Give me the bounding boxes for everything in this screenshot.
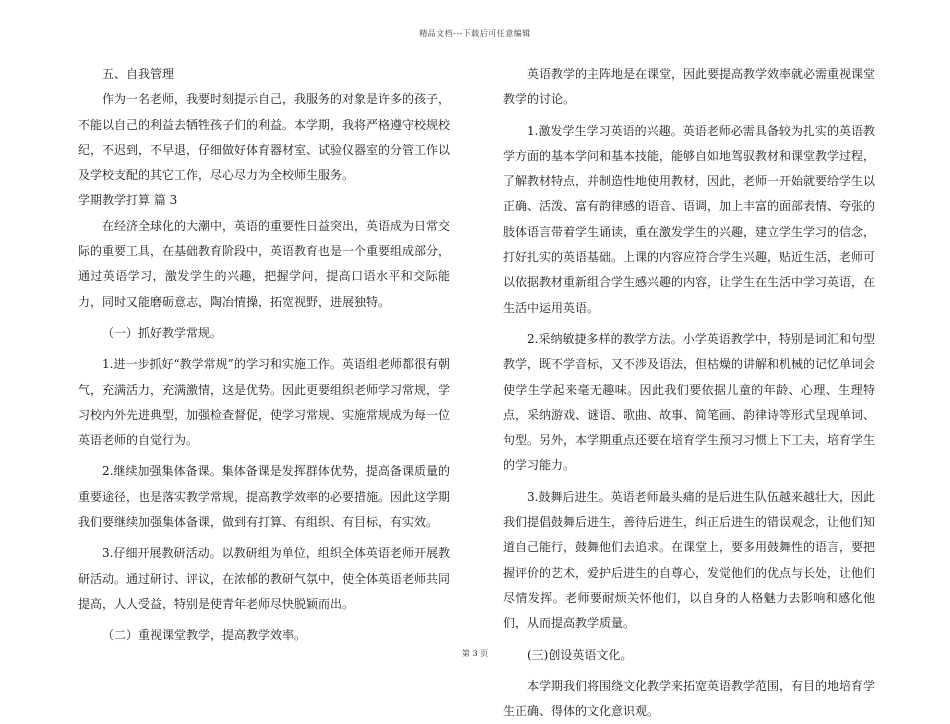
paragraph: 1.激发学生学习英语的兴趣。英语老师必需具备较为扎实的英语教学方面的基本学问和基本技能，能够自如地驾驭教材和课堂教学过程，了解教材特点，并制造性地使用教材，因此，老师一开始就要给学生以正确、活泼、富有韵律感的语音、语调，加上丰富的面部表情、夸张的肢体语言带着学生诵读，重在激发学生的兴趣，建立学生学习的信念，打好扎实的英语基础。上课的内容应符合学生兴趣，贴近生活，老师可以依据教材重新组合学生感兴趣的内容，让学生在生活中学习英语，在生活中运用英语。 [503, 123, 876, 315]
paragraph: 英语教学的主阵地是在课堂，因此要提高教学效率就必需重视课堂教学的讨论。 [503, 67, 876, 107]
paragraph: 3.鼓舞后进生。英语老师最头痛的是后进生队伍越来越壮大，因此我们提倡鼓舞后进生，善待后进生，纠正后进生的错误观念，让他们知道自己能行，鼓舞他们去追求。在课堂上，要多用鼓舞性的语言，要把握评价的艺术，爱护后进生的自尊心，发觉他们的优点与长处，让他们尽情发挥。老师要耐烦关怀他们，以自身的人格魅力去影响和感化他们，从而提高教学质量。 [503, 489, 876, 631]
paragraph: 2.采纳敏捷多样的教学方法。小学英语教学中，特别是词汇和句型教学，既不学音标，又不涉及语法，但枯燥的讲解和机械的记忆单词会使学生学起来毫无趣味。因此我们要依据儿童的年龄、心理、生理特点，采纳游戏、谜语、歌曲、故事、简笔画、韵律诗等形式呈现单词、句型。另外，本学期重点还要在培育学生预习习惯上下工夫，培育学生的学习能力。 [503, 331, 876, 473]
section-heading: (三)创设英语文化。 [527, 647, 633, 662]
paragraph: 本学期我们将围绕文化教学来拓宽英语教学范围，有目的地培育学生正确、得体的文化意识观。 [503, 678, 876, 719]
paragraph: 在经济全球化的大潮中，英语的重要性日益突出，英语成为日常交际的重要工具，在基础教育阶段中，英语教育也是一个重要组成部分，通过英语学习，激发学生的兴趣，把握学问，提高口语水平和交际能力，同时又能磨砺意志，陶冶情操，拓宽视野，进展独特。 [78, 218, 451, 309]
page-header: 精品文档---下载后可任意编辑 [419, 29, 531, 38]
paragraph: 2.继续加强集体备课。集体备课是发挥群体优势，提高备课质量的重要途径，也是落实教学常规，提高教学效率的必要措施。因此这学期我们要继续加强集体备课，做到有打算、有组织、有目标，有实效。 [78, 464, 451, 530]
section-heading: （一）抓好教学常规。 [102, 325, 223, 340]
document-title: 学期教学打算 篇 3 [78, 193, 178, 208]
paragraph: 1.进一步抓好“教学常规”的学习和实施工作。英语组老师都很有朝气，充满活力，充满激情，这是优势。因此更要组织老师学习常规，学习校内外先进典型，加强检查督促，使学习常规、实施常规成为每一位英语老师的自觉行为。 [78, 357, 451, 448]
paragraph: 3.仔细开展教研活动。以教研组为单位，组织全体英语老师开展教研活动。通过研讨、评议，在浓郁的教研气氛中，使全体英语老师共同提高，人人受益，特别是使青年老师尽快脱颖而出。 [78, 546, 451, 611]
page-number: 第 3 页 [461, 649, 489, 658]
section-heading-self-management: 五、自我管理 [102, 67, 175, 81]
section-heading: （二）重视课堂教学，提高教学效率。 [102, 628, 307, 643]
paragraph: 作为一名老师，我要时刻提示自己，我服务的对象是许多的孩子，不能以自己的利益去牺牲孩子们的利益。本学期，我将严格遵守校规校纪，不迟到，不早退，仔细做好体育器材室、试验仪器室的分管工作以及学校支配的其它工作，尽心尽力为全校师生服务。 [78, 92, 451, 183]
right-column [503, 62, 875, 724]
left-column [78, 62, 450, 649]
